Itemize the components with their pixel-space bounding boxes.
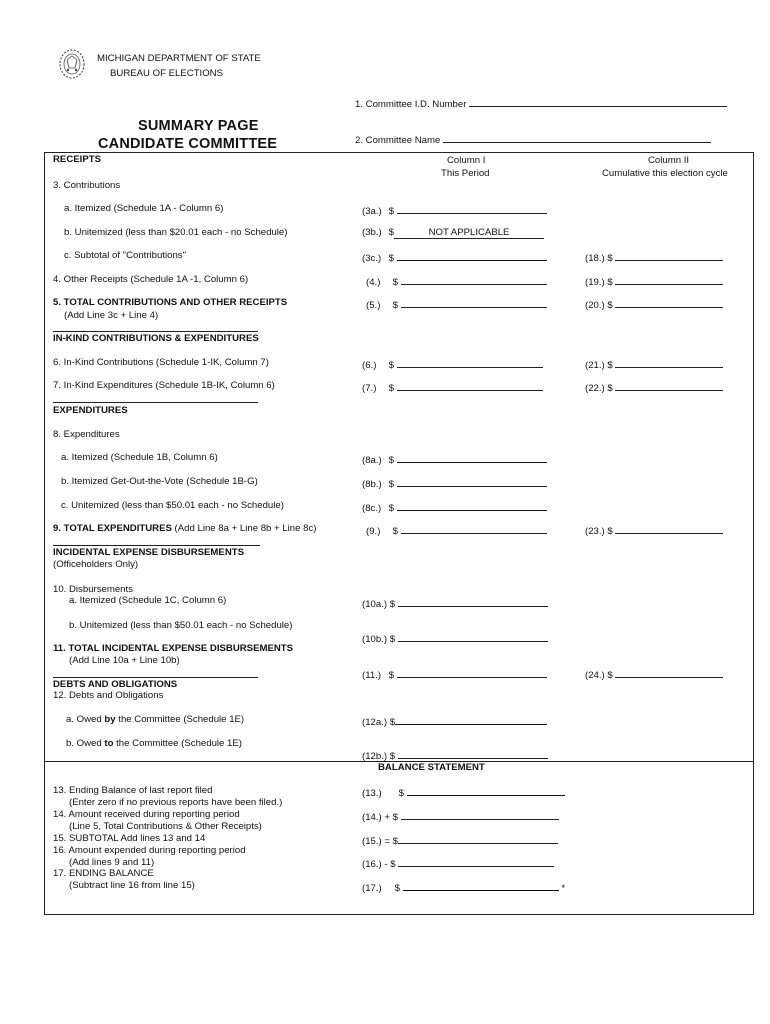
line8a-field[interactable] bbox=[397, 452, 547, 463]
line14-sub: (Line 5, Total Contributions & Other Receipts) bbox=[69, 821, 262, 832]
line8c-field[interactable] bbox=[397, 500, 547, 511]
line9-entry: (9.) $ bbox=[366, 523, 547, 537]
line3c-field[interactable] bbox=[397, 250, 547, 261]
line16-field[interactable] bbox=[398, 856, 554, 867]
line10a-field[interactable] bbox=[398, 596, 548, 607]
frame-right bbox=[753, 152, 754, 915]
asterisk-mark: * bbox=[561, 883, 566, 894]
col2-sub: Cumulative this election cycle bbox=[602, 168, 728, 179]
line9-field[interactable] bbox=[401, 523, 547, 534]
line8b-entry: (8b.) $ bbox=[362, 476, 547, 490]
line13-sub: (Enter zero if no previous reports have been filed.) bbox=[69, 797, 283, 808]
line13-entry: (13.) $ bbox=[362, 785, 565, 799]
line20-entry: (20.) $ bbox=[585, 297, 723, 311]
debts-rule bbox=[53, 677, 258, 678]
line12a-label: a. Owed by the Committee (Schedule 1E) bbox=[66, 714, 245, 725]
line15-field[interactable] bbox=[398, 833, 558, 844]
page-title: SUMMARY PAGE bbox=[138, 118, 259, 134]
line6-entry: (6.) $ bbox=[362, 357, 543, 371]
line8c-label: c. Unitemized (less than $50.01 each - no Schedule) bbox=[61, 500, 284, 511]
line3b-field bbox=[394, 227, 544, 239]
receipts-heading: RECEIPTS bbox=[53, 154, 101, 165]
michigan-seal-icon bbox=[58, 48, 86, 80]
line19-field[interactable] bbox=[615, 274, 723, 285]
line3b-label: b. Unitemized (less than $20.01 each - no Schedule) bbox=[64, 227, 288, 238]
line18-field[interactable] bbox=[615, 250, 723, 261]
line3a-entry: (3a.) $ bbox=[362, 203, 547, 217]
line11-field[interactable] bbox=[397, 667, 547, 678]
line13-label: 13. Ending Balance of last report filed bbox=[53, 785, 213, 796]
line4-label: 4. Other Receipts (Schedule 1A -1, Column 6) bbox=[53, 274, 249, 285]
line17-entry: (17.) $ * bbox=[362, 880, 565, 894]
committee-id-field[interactable] bbox=[469, 96, 727, 107]
line14-entry: (14.) + $ bbox=[362, 809, 559, 823]
line5-sub: (Add Line 3c + Line 4) bbox=[64, 310, 159, 321]
line8b-label: b. Itemized Get-Out-the-Vote (Schedule 1B-G) bbox=[61, 476, 258, 487]
page-subtitle: CANDIDATE COMMITTEE bbox=[98, 136, 278, 152]
line16-entry: (16.) - $ bbox=[362, 856, 554, 870]
frame-bottom bbox=[44, 914, 754, 915]
line21-entry: (21.) $ bbox=[585, 357, 723, 371]
line3c-entry: (3c.) $ bbox=[362, 250, 547, 264]
line8c-entry: (8c.) $ bbox=[362, 500, 547, 514]
line3-label: 3. Contributions bbox=[53, 180, 121, 191]
col1-title: Column I bbox=[447, 155, 486, 166]
line12a-entry: (12a.) $ bbox=[362, 714, 547, 728]
line13-field[interactable] bbox=[407, 785, 565, 796]
line21-field[interactable] bbox=[615, 357, 723, 368]
line17-label: 17. ENDING BALANCE bbox=[53, 868, 154, 879]
incidental-heading: INCIDENTAL EXPENSE DISBURSEMENTS bbox=[53, 547, 245, 558]
incidental-sub: (Officeholders Only) bbox=[53, 559, 139, 570]
line10b-entry: (10b.) $ bbox=[362, 631, 548, 645]
line8a-label: a. Itemized (Schedule 1B, Column 6) bbox=[61, 452, 218, 463]
line5-entry: (5.) $ bbox=[366, 297, 547, 311]
line7-label: 7. In-Kind Expenditures (Schedule 1B-IK, Column 6) bbox=[53, 380, 275, 391]
line5-field[interactable] bbox=[401, 297, 547, 308]
line8b-field[interactable] bbox=[397, 476, 547, 487]
committee-name-label: 2. Committee Name bbox=[355, 132, 711, 146]
line8-label: 8. Expenditures bbox=[53, 429, 120, 440]
debts-heading: DEBTS AND OBLIGATIONS bbox=[53, 679, 178, 690]
line7-entry: (7.) $ bbox=[362, 380, 543, 394]
frame-top bbox=[44, 152, 754, 153]
line12a-field[interactable] bbox=[395, 714, 547, 725]
line11-entry: (11.) $ bbox=[362, 667, 547, 681]
line4-field[interactable] bbox=[401, 274, 547, 285]
line14-label: 14. Amount received during reporting period bbox=[53, 809, 240, 820]
line6-field[interactable] bbox=[397, 357, 543, 368]
inkind-rule bbox=[53, 331, 258, 332]
line23-field[interactable] bbox=[615, 523, 723, 534]
line22-entry: (22.) $ bbox=[585, 380, 723, 394]
expenditures-heading: EXPENDITURES bbox=[53, 405, 128, 416]
line17-sub: (Subtract line 16 from line 15) bbox=[69, 880, 195, 891]
line17-field[interactable] bbox=[403, 880, 559, 891]
line5-label: 5. TOTAL CONTRIBUTIONS AND OTHER RECEIPTS bbox=[53, 297, 288, 308]
line11-sub: (Add Line 10a + Line 10b) bbox=[69, 655, 180, 666]
line23-entry: (23.) $ bbox=[585, 523, 723, 537]
line6-label: 6. In-Kind Contributions (Schedule 1-IK, Column 7) bbox=[53, 357, 269, 368]
line15-label: 15. SUBTOTAL Add lines 13 and 14 bbox=[53, 833, 206, 844]
line16-label: 16. Amount expended during reporting period bbox=[53, 845, 246, 856]
line24-entry: (24.) $ bbox=[585, 667, 723, 681]
line16-sub: (Add lines 9 and 11) bbox=[69, 857, 155, 868]
inkind-heading: IN-KIND CONTRIBUTIONS & EXPENDITURES bbox=[53, 333, 259, 344]
line10b-label: b. Unitemized (less than $50.01 each - no Schedule) bbox=[69, 620, 293, 631]
frame-left bbox=[44, 152, 45, 915]
bureau-name: BUREAU OF ELECTIONS bbox=[110, 68, 224, 79]
col1-sub: This Period bbox=[441, 168, 490, 179]
incidental-rule bbox=[53, 545, 260, 546]
line12b-entry: (12b.) $ bbox=[362, 748, 548, 762]
line22-field[interactable] bbox=[615, 380, 723, 391]
expenditures-rule bbox=[53, 402, 258, 403]
not-applicable-text: NOT APPLICABLE bbox=[428, 227, 510, 238]
line24-field[interactable] bbox=[615, 667, 723, 678]
line10b-field[interactable] bbox=[398, 631, 548, 642]
committee-name-field[interactable] bbox=[443, 132, 711, 143]
line10-label: 10. Disbursements bbox=[53, 584, 133, 595]
line12b-field[interactable] bbox=[398, 748, 548, 759]
committee-id-label: 1. Committee I.D. Number bbox=[355, 96, 727, 110]
line12-label: 12. Debts and Obligations bbox=[53, 690, 164, 701]
line10a-label: a. Itemized (Schedule 1C, Column 6) bbox=[69, 595, 227, 606]
line3c-label: c. Subtotal of "Contributions" bbox=[64, 250, 187, 261]
line3b-entry: (3b.) $ NOT APPLICABLE bbox=[362, 227, 544, 239]
line9-label: 9. TOTAL EXPENDITURES (Add Line 8a + Line 8b + Line 8c) bbox=[53, 523, 317, 534]
line10a-entry: (10a.) $ bbox=[362, 596, 548, 610]
line11-label: 11. TOTAL INCIDENTAL EXPENSE DISBURSEMENTS bbox=[53, 643, 294, 654]
line8a-entry: (8a.) $ bbox=[362, 452, 547, 466]
line12b-label: b. Owed to the Committee (Schedule 1E) bbox=[66, 738, 242, 749]
line3a-field[interactable] bbox=[397, 203, 547, 214]
line14-field[interactable] bbox=[401, 809, 559, 820]
line18-entry: (18.) $ bbox=[585, 250, 723, 264]
line4-entry: (4.) $ bbox=[366, 274, 547, 288]
line20-field[interactable] bbox=[615, 297, 723, 308]
col2-title: Column II bbox=[648, 155, 690, 166]
line3a-label: a. Itemized (Schedule 1A - Column 6) bbox=[64, 203, 224, 214]
line19-entry: (19.) $ bbox=[585, 274, 723, 288]
line7-field[interactable] bbox=[397, 380, 543, 391]
line15-entry: (15.) = $ bbox=[362, 833, 558, 847]
balance-heading: BALANCE STATEMENT bbox=[378, 762, 485, 773]
dept-name: MICHIGAN DEPARTMENT OF STATE bbox=[97, 53, 261, 64]
